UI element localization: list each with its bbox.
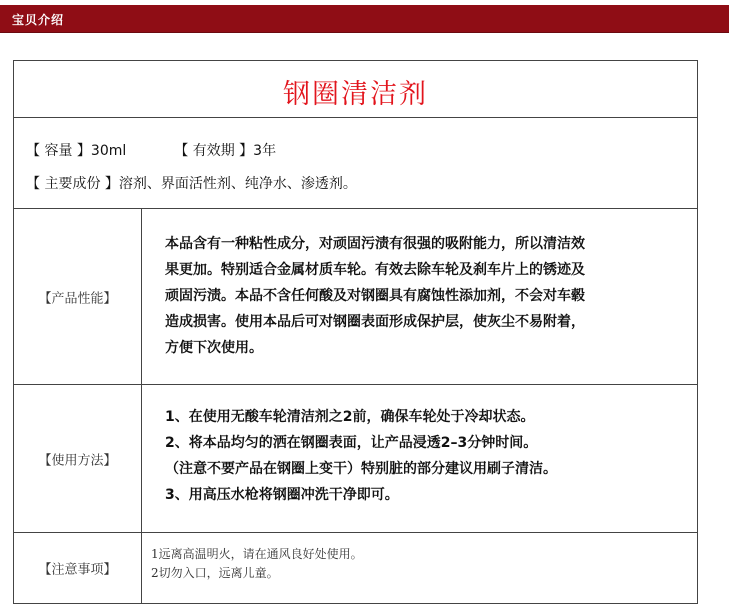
ingredients-value: 溶剂、界面活性剂、纯净水、渗透剂。	[118, 176, 357, 192]
performance-content-cell	[143, 209, 697, 384]
performance-line: 本品含有一种粘性成分，对顽固污渍有很强的吸附能力，所以清洁效	[165, 236, 585, 252]
ingredients-label: 【 主要成份 】	[26, 176, 119, 192]
performance-line: 顽固污渍。本品不含任何酸及对钢圈具有腐蚀性添加剂，不会对车毂	[165, 288, 585, 304]
usage-list	[165, 404, 665, 508]
shelf-life-label: 【 有效期 】	[174, 143, 254, 159]
performance-line: 造成损害。使用本品后可对钢圈表面形成保护层，使灰尘不易附着，	[165, 314, 585, 330]
section-header-bar	[0, 5, 729, 33]
usage-step: 1、在使用无酸车轮清洁剂之2前，确保车轮处于冷却状态。	[165, 409, 535, 425]
performance-label: 【产品性能】	[38, 291, 117, 306]
product-spec-row	[14, 118, 697, 209]
product-title-row	[14, 61, 697, 118]
performance-line: 果更加。特别适合金属材质车轮。有效去除车轮及刹车片上的锈迹及	[165, 262, 585, 278]
usage-step: 2、将本品均匀的洒在钢圈表面，让产品浸透2–3分钟时间。	[165, 435, 538, 451]
performance-row	[14, 209, 697, 385]
shelf-life-value: 3年	[253, 143, 277, 159]
capacity-value: 30ml	[90, 143, 127, 159]
performance-line: 方便下次使用。	[165, 340, 263, 356]
notes-label-cell	[14, 533, 142, 603]
note-item: 2切勿入口，远离儿童。	[151, 566, 279, 580]
spec-line-capacity	[26, 140, 276, 160]
section-header-title: 宝贝介绍	[12, 13, 65, 27]
usage-row	[14, 385, 697, 533]
note-item: 1远离高温明火，请在通风良好处使用。	[151, 547, 363, 561]
notes-row	[14, 533, 697, 603]
spec-line-ingredients	[26, 173, 357, 193]
performance-paragraph	[165, 231, 675, 361]
product-title: 钢圈清洁剂	[283, 79, 428, 110]
notes-content-cell	[143, 533, 697, 603]
notes-label: 【注意事项】	[38, 562, 117, 578]
performance-label-cell	[14, 209, 142, 384]
usage-content-cell	[143, 385, 697, 532]
usage-step: 3、用高压水枪将钢圈冲洗干净即可。	[165, 487, 399, 503]
capacity-label: 【 容量 】	[26, 143, 91, 159]
usage-step: （注意不要产品在钢圈上变干）特别脏的部分建议用刷子清洁。	[165, 461, 557, 477]
product-description-panel	[13, 60, 698, 604]
notes-list	[151, 545, 363, 583]
usage-label-cell	[14, 385, 142, 532]
usage-label: 【使用方法】	[38, 453, 117, 468]
